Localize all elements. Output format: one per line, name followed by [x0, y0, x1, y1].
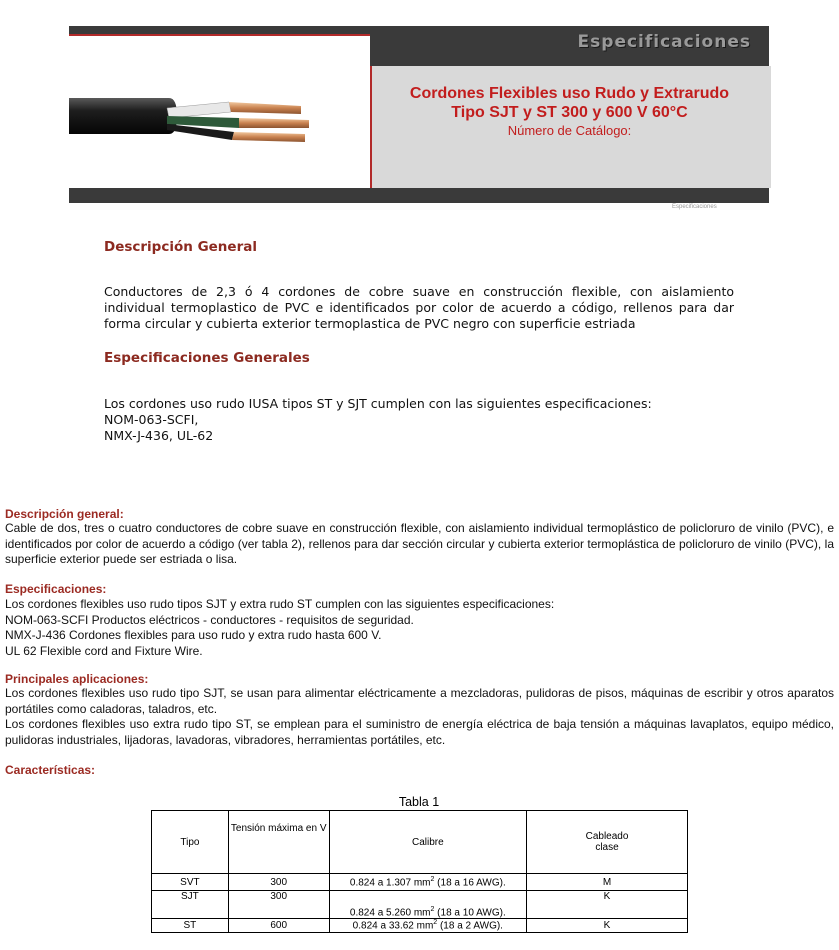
table-cell-calibre	[329, 874, 526, 891]
applications-text-1: Los cordones flexibles uso rudo tipo SJT, se usan para alimentar eléctricamente a mezcladoras, pulidoras de pisos, máquinas de escribir y otros aparatos portátiles como caladoras, taladros, etc.	[5, 686, 834, 716]
table-header-cell: Tipo	[152, 811, 229, 874]
specification-line: NOM-063-SCFI Productos eléctricos - conductores - requisitos de seguridad.	[5, 612, 414, 627]
general-description-heading: Descripción General	[104, 239, 257, 255]
table-row	[152, 919, 688, 933]
catalog-number-label: Número de Catálogo:	[507, 123, 632, 138]
table-caption: Tabla 1	[398, 795, 440, 809]
superscript: 2	[430, 875, 435, 883]
table-row	[152, 891, 688, 919]
table-header-cell: Tensión máxima en V	[228, 811, 329, 874]
applications-text-2: Los cordones flexibles uso extra rudo tipo ST, se emplean para el suministro de energía eléctrica de baja tensión a máquinas lavaplatos, equipo médico, pulidoras industriales, lijadoras, lavadoras, vibradores, herramientas portátiles, etc.	[5, 717, 834, 747]
table-cell-calibre	[329, 891, 526, 919]
banner-title-bar	[370, 26, 769, 66]
product-title-line1: Cordones Flexibles uso Rudo y Extrarudo	[409, 85, 730, 102]
specifications-heading: Especificaciones:	[5, 582, 107, 596]
cable-image-icon	[69, 36, 370, 191]
table-cell-clase: M	[527, 874, 688, 891]
header-banner	[69, 26, 769, 203]
general-specs-text	[104, 396, 734, 444]
characteristics-heading: Características:	[5, 763, 96, 777]
specification-line: Los cordones flexibles uso rudo tipos SJT y extra rudo ST cumplen con las siguientes especificaciones:	[5, 597, 555, 611]
product-title-line2: Tipo SJT y ST 300 y 600 V 60°C	[451, 104, 688, 121]
specs-table	[151, 810, 688, 933]
table-header-cell: Cableado clase	[527, 811, 688, 874]
calibre-awg: (18 a 2 AWG).	[437, 920, 503, 932]
general-specs-line: NOM-063-SCFI,	[104, 412, 199, 427]
specifications-text	[5, 597, 834, 659]
general-specs-line: NMX-J-436, UL-62	[104, 428, 214, 443]
product-title	[370, 84, 769, 122]
table-cell-clase: K	[527, 891, 688, 919]
calibre-value: 0.824 a 33.62 mm	[352, 920, 434, 932]
table-cell-tipo: SVT	[152, 874, 229, 891]
superscript: 2	[433, 919, 438, 927]
table-header-row	[152, 811, 688, 874]
calibre-awg: (18 a 10 AWG).	[434, 907, 506, 918]
calibre-value: 0.824 a 5.260 mm	[349, 907, 431, 918]
description-heading: Descripción general:	[5, 507, 124, 521]
table-cell-tension: 300	[228, 874, 329, 891]
calibre-value: 0.824 a 1.307 mm	[349, 877, 431, 889]
description-text: Cable de dos, tres o cuatro conductores de cobre suave en construcción flexible, con aislamiento individual termoplástico de policloruro de vinilo (PVC), e identificados por color de acuerdo a código (ver tabla 2), rellenos para dar sección circular y cubierta exterior termoplástica de policloruro de vinilo (PVC), la superficie exterior puede ser estriada o lisa.	[5, 521, 834, 566]
applications-heading: Principales aplicaciones:	[5, 672, 149, 686]
banner-bottom-bar	[69, 188, 769, 203]
general-specs-heading: Especificaciones Generales	[104, 350, 310, 366]
specification-line: UL 62 Flexible cord and Fixture Wire.	[5, 643, 203, 658]
faint-caption: Especificaciones	[672, 204, 717, 210]
table-cell-tipo: SJT	[152, 891, 229, 919]
table-row	[152, 874, 688, 891]
general-specs-line: Los cordones uso rudo IUSA tipos ST y SJT cumplen con las siguientes especificaciones:	[104, 396, 652, 411]
table-cell-tension: 600	[228, 919, 329, 933]
superscript: 2	[430, 905, 435, 913]
table-cell-calibre	[329, 919, 526, 933]
table-cell-tension: 300	[228, 891, 329, 919]
banner-title: Especificaciones	[577, 32, 751, 52]
table-cell-clase: K	[527, 919, 688, 933]
table-cell-tipo: ST	[152, 919, 229, 933]
specification-line: NMX-J-436 Cordones flexibles para uso rudo y extra rudo hasta 600 V.	[5, 628, 382, 642]
calibre-awg: (18 a 16 AWG).	[434, 877, 506, 889]
cable-photo	[69, 36, 370, 191]
general-description-text: Conductores de 2,3 ó 4 cordones de cobre suave en construcción flexible, con aislamiento individual termoplastico de PVC e identificados por color de acuerdo a código, rellenos para dar forma circular y cubierta exterior termoplastica de PVC negro con superficie estriada	[104, 284, 734, 331]
table-header-cell: Calibre	[329, 811, 526, 874]
